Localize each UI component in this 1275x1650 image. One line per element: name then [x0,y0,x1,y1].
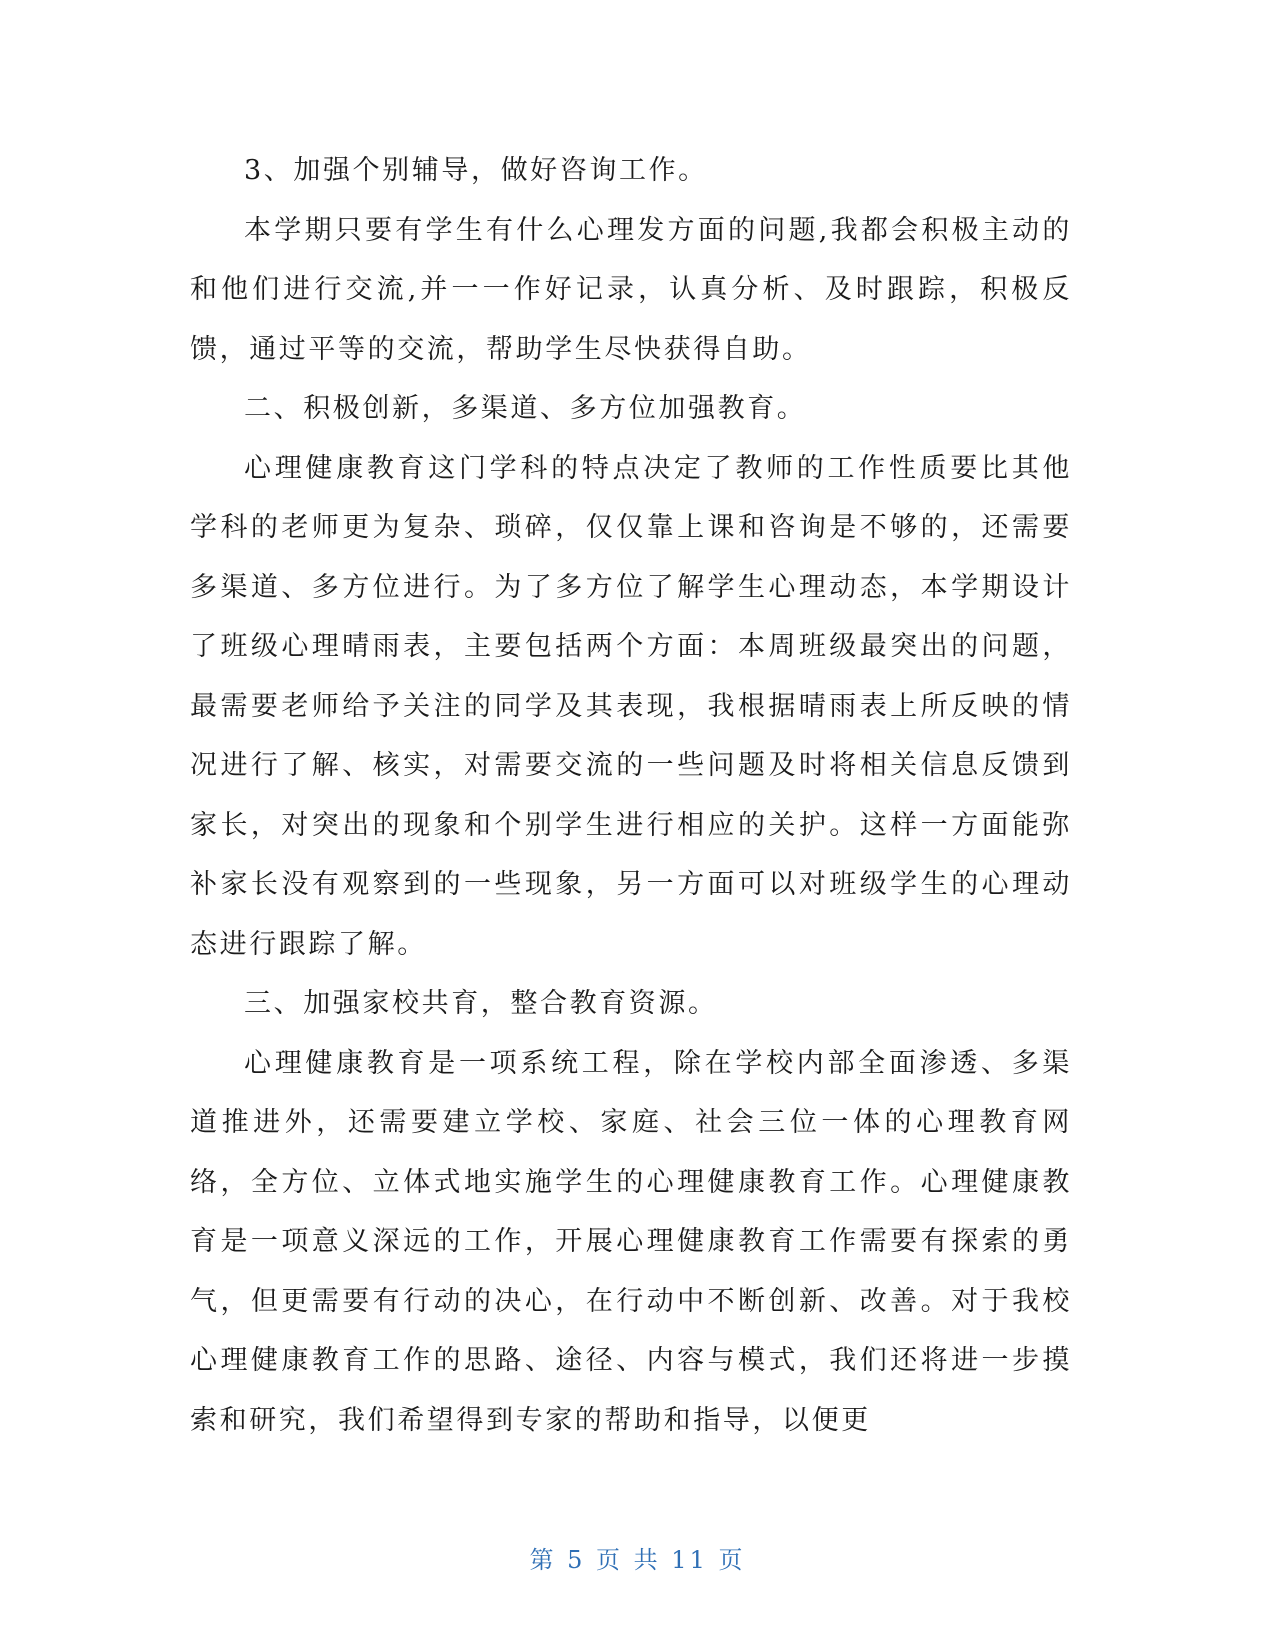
section-heading-3: 三、加强家校共育，整合教育资源。 [244,988,718,1019]
paragraph-counseling: 本学期只要有学生有什么心理发方面的问题,我都会积极主动的和他们进行交流,并一一作好记录，认真分析、及时跟踪，积极反馈，通过平等的交流，帮助学生尽快获得自助。 [190,214,1072,365]
document-body [190,141,1072,1450]
paragraph-home-school: 心理健康教育是一项系统工程，除在学校内部全面渗透、多渠道推进外，还需要建立学校、家庭、社会三位一体的心理教育网络，全方位、立体式地实施学生的心理健康教育工作。心理健康教育是一项意义深远的工作，开展心理健康教育工作需要有探索的勇气，但更需要有行动的决心，在行动中不断创新、改善。对于我校心理健康教育工作的思路、途径、内容与模式，我们还将进一步摸索和研究，我们希望得到专家的帮助和指导，以便更 [190,1047,1072,1436]
paragraph-innovation: 心理健康教育这门学科的特点决定了教师的工作性质要比其他学科的老师更为复杂、琐碎，仅仅靠上课和咨询是不够的，还需要多渠道、多方位进行。为了多方位了解学生心理动态，本学期设计了班级心理晴雨表，主要包括两个方面：本周班级最突出的问题，最需要老师给予关注的同学及其表现，我根据晴雨表上所反映的情况进行了解、核实，对需要交流的一些问题及时将相关信息反馈到家长，对突出的现象和个别学生进行相应的关护。这样一方面能弥补家长没有观察到的一些现象，另一方面可以对班级学生的心理动态进行跟踪了解。 [190,452,1072,960]
paragraph-item-3-heading: 3、加强个别辅导，做好咨询工作。 [244,155,708,186]
section-heading-2: 二、积极创新，多渠道、多方位加强教育。 [244,393,807,424]
page-number-footer: 第 5 页 共 11 页 [529,1546,746,1574]
